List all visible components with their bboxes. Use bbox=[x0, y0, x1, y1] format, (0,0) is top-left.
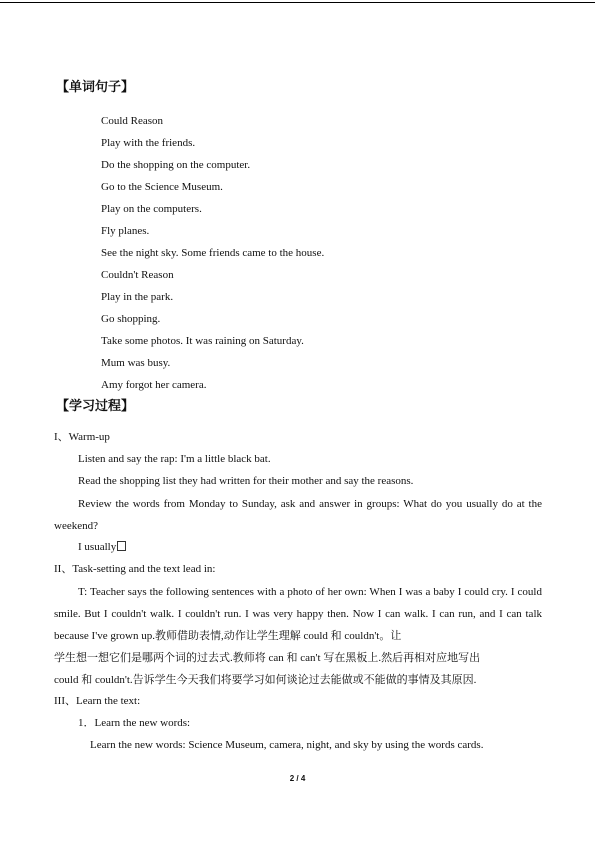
sentence-list bbox=[101, 110, 324, 396]
top-rule bbox=[0, 2, 595, 3]
sentence-item: Could Reason bbox=[101, 115, 164, 127]
sentence-item: Go to the Science Museum. bbox=[101, 181, 223, 193]
sentence-item: Couldn't Reason bbox=[101, 269, 174, 281]
learn-step-2: Learn the new words: Science Museum, camera, night, and sky by using the words cards. bbox=[90, 739, 484, 751]
warmup-step-2: Read the shopping list they had written for their mother and say the reasons. bbox=[78, 475, 414, 487]
sentence-item: Go shopping. bbox=[101, 313, 161, 325]
warmup-step-1: Listen and say the rap: I'm a little black bat. bbox=[78, 453, 271, 465]
sentence-item: Do the shopping on the computer. bbox=[101, 159, 251, 171]
sentence-item: Take some photos. It was raining on Saturday. bbox=[101, 335, 304, 347]
learn-step-1: 1．Learn the new words: bbox=[78, 717, 191, 729]
warmup-step-4-text: I usually bbox=[78, 541, 117, 553]
warmup-step-3: Review the words from Monday to Sunday, ask and answer in groups: What do you usually do at the weekend? bbox=[54, 498, 542, 532]
task-paragraph-cn-2: could 和 couldn't.告诉学生今天我们将要学习如何谈论过去能做或不能做的事情及其原因. bbox=[54, 674, 477, 686]
task-paragraph: T: Teacher says the following sentences with a photo of her own: When I was a baby I could cry. I could smile. But I couldn't walk. I couldn't run. I was very happy then. Now I can walk. I can run, and I can talk because I've grown up.教师借助表情,动作让学生理解 could 和 couldn't。让 bbox=[54, 586, 542, 642]
sentence-item: Play with the friends. bbox=[101, 137, 196, 149]
blank-box-icon bbox=[117, 541, 126, 551]
task-title: II、Task-setting and the text lead in: bbox=[54, 563, 216, 575]
sentence-item: Mum was busy. bbox=[101, 357, 171, 369]
section-heading-words: 【单词句子】 bbox=[56, 80, 135, 95]
section-heading-process: 【学习过程】 bbox=[56, 399, 135, 414]
warmup-step-4 bbox=[78, 540, 126, 554]
task-paragraph-cn-1: 学生想一想它们是哪两个词的过去式.教师将 can 和 can't 写在黑板上.然后再相对应地写出 bbox=[54, 652, 481, 664]
page-number: 2 / 4 bbox=[289, 774, 306, 783]
learn-title: III、Learn the text: bbox=[54, 695, 141, 707]
sentence-item: Fly planes. bbox=[101, 225, 150, 237]
sentence-item: Play on the computers. bbox=[101, 203, 202, 215]
sentence-item: Play in the park. bbox=[101, 291, 174, 303]
sentence-item: See the night sky. Some friends came to the house. bbox=[101, 247, 325, 259]
warmup-title: I、Warm-up bbox=[54, 431, 110, 443]
sentence-item: Amy forgot her camera. bbox=[101, 379, 207, 391]
